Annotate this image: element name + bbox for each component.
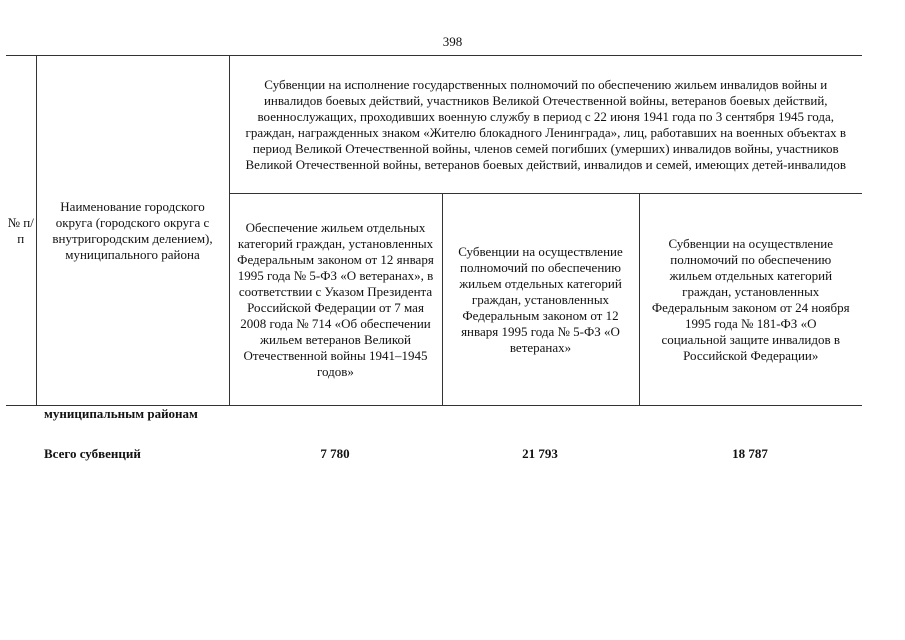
- subheader-veterans-law: Субвенции на осуществление полномочий по обеспечению жильем отдельных категорий граждан, установленных Федеральным законом от 12 января 1995 года № 5-ФЗ «О ветеранах»: [442, 194, 639, 406]
- col-number-header: № п/п: [6, 56, 36, 406]
- total-label: Всего субвенций: [44, 446, 141, 461]
- total-value-decree-714: 7 780: [320, 446, 350, 461]
- col-name-header: Наименование городского округа (городского округа с внутригородским делением), муниципального района: [36, 56, 229, 406]
- continuation-label: муниципальным районам: [44, 406, 198, 421]
- total-value-disabled-law: 18 787: [732, 446, 768, 461]
- subheader-decree-714: Обеспечение жильем отдельных категорий граждан, установленных Федеральным законом от 12 января 1995 года № 5-ФЗ «О ветеранах», в соответствии с Указом Президента Российской Федерации от 7 мая 2008 года № 714 «Об обеспечении жильем ветеранов Великой Отечественной войны 1941–1945 годов»: [229, 194, 442, 406]
- subventions-table: [6, 55, 862, 406]
- total-value-veterans-law: 21 793: [522, 446, 558, 461]
- page-number: 398: [442, 34, 463, 49]
- group-header: Субвенции на исполнение государственных полномочий по обеспечению жильем инвалидов войны и инвалидов боевых действий, участников Великой Отечественной войны, ветеранов боевых действий, военнослужащих, проходивших военную службу в период с 22 июня 1941 года по 3 сентября 1945 года, граждан, награжденных знаком «Жителю блокадного Ленинграда», лиц, работавших на военных объектах в период Великой Отечественной войны, членов семей погибших (умерших) инвалидов войны, участников Великой Отечественной войны, ветеранов боевых действий, инвалидов и семей, имеющих детей-инвалидов: [229, 56, 862, 194]
- subheader-disabled-law: Субвенции на осуществление полномочий по обеспечению жильем отдельных категорий граждан, установленных Федеральным законом от 24 ноября 1995 года № 181-ФЗ «О социальной защите инвалидов в Российской Федерации»: [639, 194, 862, 406]
